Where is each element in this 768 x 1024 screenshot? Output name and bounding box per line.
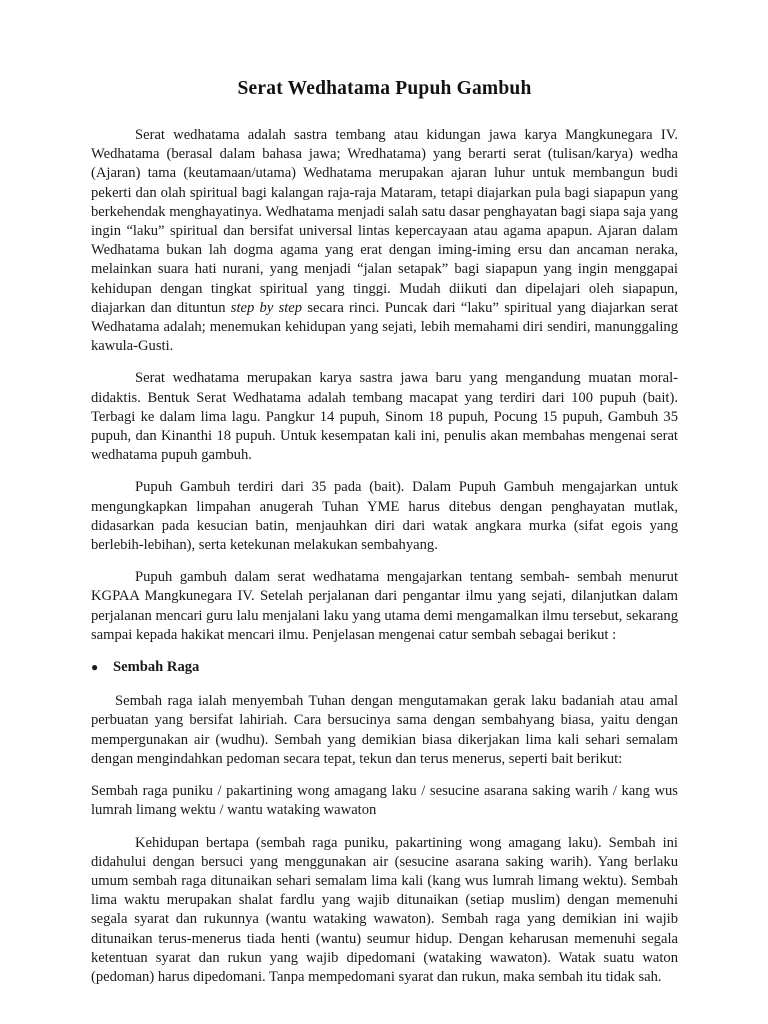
paragraph-bait-quote: Sembah raga puniku / pakartining wong amagang laku / sesucine asarana saking warih / kang wus lumrah limang wektu / wantu wataking wawaton (91, 783, 678, 819)
bullet-dot-icon: ● (91, 660, 99, 675)
paragraph-sembah-raga: Sembah raga ialah menyembah Tuhan dengan mengutamakan gerak laku badaniah atau amal perbuatan yang bersifat lahiriah. Cara bersucinya sama dengan sembahyang biasa, yaitu dengan mempergunakan air (wudhu). Sembah yang demikian biasa dikerjakan lima kali sehari semalam dengan mengindahkan pedoman secara tepat, tekun dan terus menerus, seperti bait berikut: (91, 693, 678, 767)
bullet-label: Sembah Raga (113, 659, 200, 676)
paragraph-structure: Serat wedhatama merupakan karya sastra jawa baru yang mengandung muatan moral-didaktis. Bentuk Serat Wedhatama adalah tembang macapat yang terdiri dari 100 pupuh (bait). Terbagi ke dalam lima lagu. Pangkur 14 pupuh, Sinom 18 pupuh, Pocung 15 pupuh, Gambuh 35 pupuh, dan Kinanthi 18 pupuh. Untuk kesempatan kali ini, penulis akan membahas mengenai serat wedhatama pupuh gambuh. (91, 370, 678, 464)
document-title: Serat Wedhatama Pupuh Gambuh (237, 78, 532, 99)
paragraph-catur-sembah: Pupuh gambuh dalam serat wedhatama mengajarkan tentang sembah- sembah menurut KGPAA Mangkunegara IV. Setelah perjalanan dari pengantar ilmu yang sejati, dilanjutkan dalam perjalanan mencari guru lalu menjalani laku yang utama demi mengamalkan ilmu tersebut, sekarang sampai kepada hakikat mencari ilmu. Penjelasan mengenai catur sembah sebagai berikut : (91, 569, 678, 643)
document-page (91, 78, 678, 1000)
paragraph-intro-italic: step by step (230, 299, 303, 316)
paragraph-intro-text-b: secara rinci. Puncak dari “laku” spiritual yang diajarkan serat Wedhatama adalah; menemukan kehidupan yang sejati, lebih memahami diri sendiri, manunggaling kawula-Gusti. (91, 299, 678, 355)
paragraph-explanation: Kehidupan bertapa (sembah raga puniku, pakartining wong amagang laku). Sembah ini didahului dengan bersuci yang menggunakan air (sesucine asarana saking warih). Yang berlaku umum sembah raga ditunaikan sehari semalam lima kali (kang wus lumrah limang wektu). Sembah lima waktu merupakan shalat fardlu yang wajib ditunaikan (setiap muslim) dengan memenuhi segala syarat dan rukunnya (wantu wataking wawaton). Sembah raga yang demikian ini wajib ditunaikan terus-menerus tiada henti (wantu) seumur hidup. Dengan keharusan memenuhi segala ketentuan syarat dan rukun yang wajib dipedomani (wataking wawaton). Watak suatu waton (pedoman) harus dipedomani. Tanpa mempedomani syarat dan rukun, maka sembah itu tidak sah. (91, 834, 678, 985)
paragraph-intro-text-a: Serat wedhatama adalah sastra tembang atau kidungan jawa karya Mangkunegara IV. Wedhatama (berasal dalam bahasa jawa; Wredhatama) yang berarti serat (tulisan/karya) wedha (Ajaran) tama (keutamaan/utama) Wedhatama merupakan ajaran luhur untuk membangun budi pekerti dan olah spiritual bagi kalangan raja-raja Mataram, tetapi diajarkan pula bagi siapapun yang berkehendak menghayatinya. Wedhatama menjadi salah satu dasar penghayatan bagi siapa saja yang ingin “laku” spiritual dan bersifat universal lintas kepercayaan atau agama apapun. Ajaran dalam Wedhatama bukan lah dogma agama yang erat dengan iming-iming ersu dan ancaman neraka, melainkan suara hati nurani, yang menjadi “jalan setapak” bagi siapapun yang ingin menggapai kehidupan dengan tingkat spiritual yang tinggi. Mudah diikuti dan dipelajari oleh siapapun, diajarkan dan dituntun (91, 127, 678, 316)
paragraph-intro (91, 126, 678, 356)
paragraph-pupuh-gambuh: Pupuh Gambuh terdiri dari 35 pada (bait). Dalam Pupuh Gambuh mengajarkan untuk mengungkapkan limpahan anugerah Tuhan YME harus ditebus dengan penghayatan mutlak, didasarkan pada kesucian batin, menjauhkan diri dari watak angkara murka (sifat egois yang berlebih-lebihan), serta ketekunan melakukan sembahyang. (91, 479, 678, 554)
bullet-sembah-raga (91, 658, 678, 677)
